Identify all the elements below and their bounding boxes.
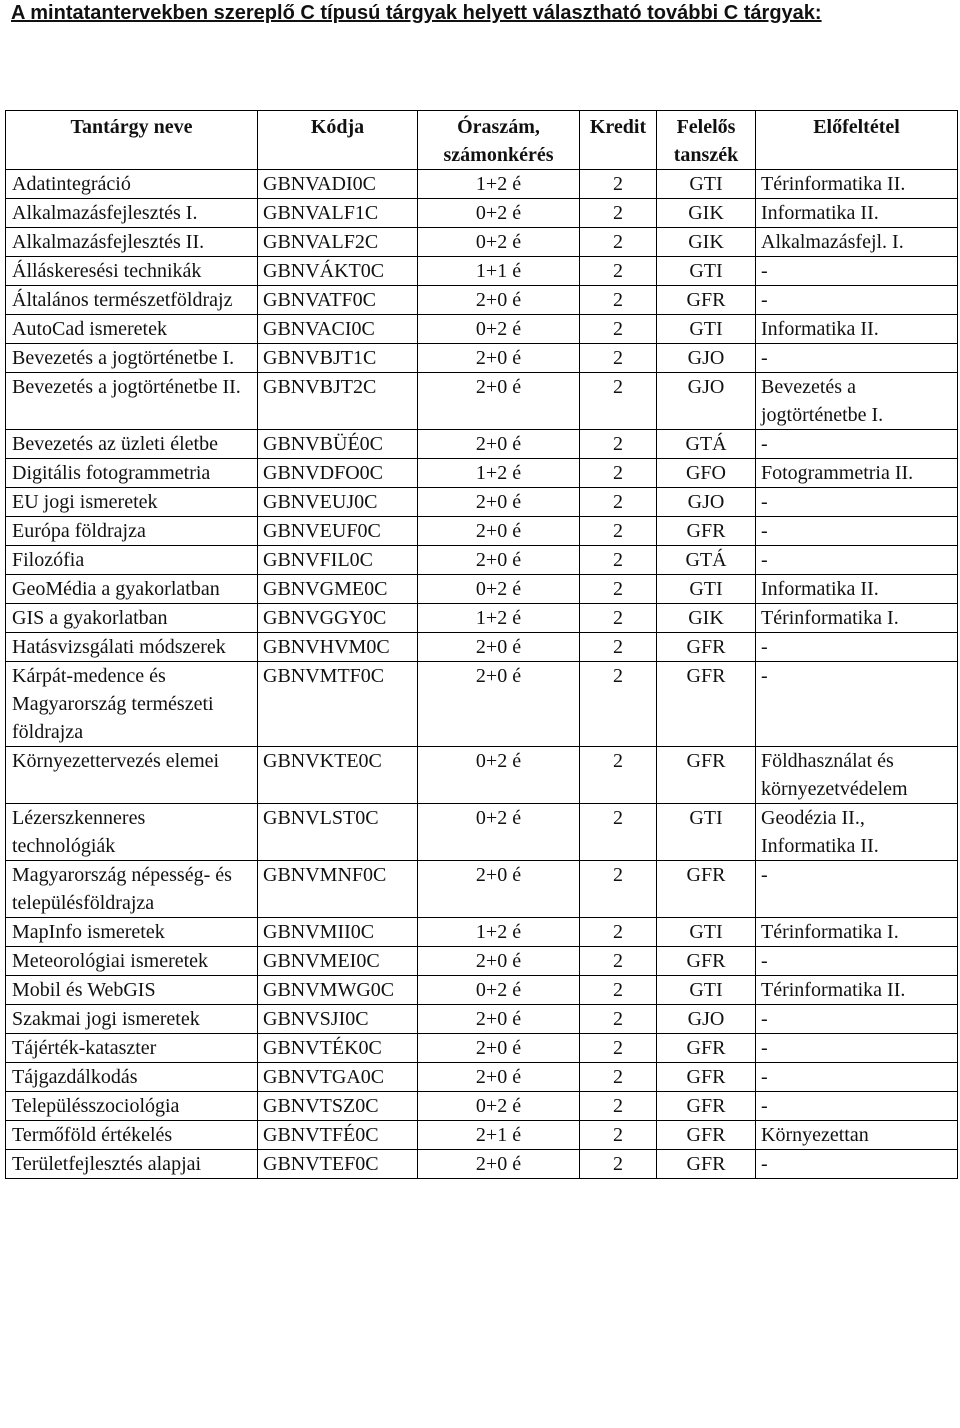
cell-code: GBNVSJI0C	[258, 1005, 418, 1034]
cell-dept: GFR	[657, 633, 756, 662]
header-hours: Óraszám, számonkérés	[418, 111, 580, 170]
cell-name: Településszociológia	[6, 1092, 258, 1121]
cell-code: GBNVÁKT0C	[258, 257, 418, 286]
cell-prereq: Informatika II.	[756, 199, 958, 228]
cell-code: GBNVBJT2C	[258, 373, 418, 430]
cell-dept: GTI	[657, 918, 756, 947]
cell-prereq: -	[756, 662, 958, 747]
cell-name: Bevezetés a jogtörténetbe I.	[6, 344, 258, 373]
cell-hours: 1+1 é	[418, 257, 580, 286]
cell-credit: 2	[580, 286, 657, 315]
cell-dept: GJO	[657, 1005, 756, 1034]
cell-name: Bevezetés az üzleti életbe	[6, 430, 258, 459]
cell-credit: 2	[580, 947, 657, 976]
cell-credit: 2	[580, 604, 657, 633]
cell-dept: GJO	[657, 373, 756, 430]
table-row	[6, 199, 958, 228]
cell-prereq: -	[756, 344, 958, 373]
cell-dept: GIK	[657, 199, 756, 228]
cell-credit: 2	[580, 315, 657, 344]
cell-name: Magyarország népesség- és településföldrajza	[6, 861, 258, 918]
header-name: Tantárgy neve	[6, 111, 258, 170]
cell-name: Európa földrajza	[6, 517, 258, 546]
cell-code: GBNVMEI0C	[258, 947, 418, 976]
cell-name: EU jogi ismeretek	[6, 488, 258, 517]
cell-credit: 2	[580, 257, 657, 286]
cell-dept: GTI	[657, 976, 756, 1005]
cell-prereq: -	[756, 430, 958, 459]
cell-credit: 2	[580, 575, 657, 604]
page-title: A mintatantervekben szereplő C típusú tárgyak helyett választható további C tárgyak:	[11, 2, 822, 24]
cell-dept: GFR	[657, 1121, 756, 1150]
cell-dept: GFR	[657, 1034, 756, 1063]
cell-dept: GTI	[657, 575, 756, 604]
cell-prereq: Térinformatika I.	[756, 918, 958, 947]
cell-hours: 2+0 é	[418, 430, 580, 459]
cell-credit: 2	[580, 373, 657, 430]
cell-hours: 2+0 é	[418, 517, 580, 546]
cell-credit: 2	[580, 344, 657, 373]
cell-code: GBNVMNF0C	[258, 861, 418, 918]
table-row	[6, 546, 958, 575]
cell-credit: 2	[580, 170, 657, 199]
cell-name: Tájérték-kataszter	[6, 1034, 258, 1063]
cell-dept: GFR	[657, 947, 756, 976]
cell-prereq: -	[756, 546, 958, 575]
cell-dept: GTI	[657, 257, 756, 286]
cell-dept: GFR	[657, 662, 756, 747]
cell-name: Szakmai jogi ismeretek	[6, 1005, 258, 1034]
table-row	[6, 747, 958, 804]
cell-hours: 0+2 é	[418, 747, 580, 804]
cell-credit: 2	[580, 804, 657, 861]
cell-hours: 0+2 é	[418, 315, 580, 344]
cell-prereq: -	[756, 1063, 958, 1092]
cell-hours: 0+2 é	[418, 1092, 580, 1121]
cell-code: GBNVGME0C	[258, 575, 418, 604]
cell-name: Területfejlesztés alapjai	[6, 1150, 258, 1179]
cell-dept: GTÁ	[657, 546, 756, 575]
table-row	[6, 1063, 958, 1092]
cell-credit: 2	[580, 918, 657, 947]
table-row	[6, 604, 958, 633]
cell-dept: GFR	[657, 861, 756, 918]
cell-credit: 2	[580, 430, 657, 459]
table-row	[6, 861, 958, 918]
table-row	[6, 1150, 958, 1179]
header-credit: Kredit	[580, 111, 657, 170]
cell-credit: 2	[580, 1092, 657, 1121]
cell-credit: 2	[580, 861, 657, 918]
cell-prereq: Térinformatika I.	[756, 604, 958, 633]
cell-hours: 2+0 é	[418, 1034, 580, 1063]
cell-hours: 0+2 é	[418, 199, 580, 228]
cell-name: Álláskeresési technikák	[6, 257, 258, 286]
cell-dept: GFO	[657, 459, 756, 488]
cell-name: Lézerszkenneres technológiák	[6, 804, 258, 861]
cell-dept: GTI	[657, 170, 756, 199]
cell-prereq: Geodézia II., Informatika II.	[756, 804, 958, 861]
cell-hours: 2+0 é	[418, 861, 580, 918]
cell-name: Adatintegráció	[6, 170, 258, 199]
cell-name: Tájgazdálkodás	[6, 1063, 258, 1092]
table-row	[6, 459, 958, 488]
table-row	[6, 228, 958, 257]
cell-dept: GJO	[657, 344, 756, 373]
table-row	[6, 947, 958, 976]
cell-hours: 2+0 é	[418, 546, 580, 575]
cell-prereq: Informatika II.	[756, 575, 958, 604]
cell-credit: 2	[580, 1150, 657, 1179]
cell-name: Alkalmazásfejlesztés II.	[6, 228, 258, 257]
table-header-row	[6, 111, 958, 170]
cell-hours: 2+0 é	[418, 344, 580, 373]
cell-code: GBNVGGY0C	[258, 604, 418, 633]
cell-credit: 2	[580, 1121, 657, 1150]
cell-prereq: Térinformatika II.	[756, 170, 958, 199]
cell-code: GBNVMII0C	[258, 918, 418, 947]
cell-code: GBNVEUF0C	[258, 517, 418, 546]
cell-prereq: Térinformatika II.	[756, 976, 958, 1005]
cell-name: Bevezetés a jogtörténetbe II.	[6, 373, 258, 430]
table-row	[6, 976, 958, 1005]
header-code: Kódja	[258, 111, 418, 170]
cell-name: GIS a gyakorlatban	[6, 604, 258, 633]
cell-prereq: -	[756, 1092, 958, 1121]
cell-code: GBNVALF1C	[258, 199, 418, 228]
cell-name: Digitális fotogrammetria	[6, 459, 258, 488]
cell-code: GBNVTÉK0C	[258, 1034, 418, 1063]
cell-credit: 2	[580, 546, 657, 575]
cell-hours: 2+0 é	[418, 1005, 580, 1034]
cell-code: GBNVTFÉ0C	[258, 1121, 418, 1150]
cell-dept: GFR	[657, 1092, 756, 1121]
cell-code: GBNVBJT1C	[258, 344, 418, 373]
cell-dept: GFR	[657, 286, 756, 315]
table-row	[6, 662, 958, 747]
cell-credit: 2	[580, 976, 657, 1005]
cell-code: GBNVMWG0C	[258, 976, 418, 1005]
table-row	[6, 575, 958, 604]
courses-table	[5, 110, 958, 1179]
cell-prereq: -	[756, 1150, 958, 1179]
cell-prereq: -	[756, 1034, 958, 1063]
cell-dept: GFR	[657, 747, 756, 804]
cell-hours: 2+0 é	[418, 373, 580, 430]
cell-code: GBNVMTF0C	[258, 662, 418, 747]
cell-hours: 1+2 é	[418, 918, 580, 947]
table-row	[6, 488, 958, 517]
cell-name: Környezettervezés elemei	[6, 747, 258, 804]
cell-credit: 2	[580, 488, 657, 517]
table-row	[6, 1092, 958, 1121]
cell-hours: 2+0 é	[418, 1063, 580, 1092]
cell-prereq: -	[756, 517, 958, 546]
cell-hours: 1+2 é	[418, 170, 580, 199]
cell-dept: GTI	[657, 804, 756, 861]
cell-credit: 2	[580, 633, 657, 662]
cell-dept: GIK	[657, 228, 756, 257]
table-row	[6, 315, 958, 344]
cell-prereq: -	[756, 947, 958, 976]
cell-code: GBNVATF0C	[258, 286, 418, 315]
cell-hours: 2+0 é	[418, 1150, 580, 1179]
cell-hours: 1+2 é	[418, 459, 580, 488]
cell-hours: 2+0 é	[418, 488, 580, 517]
cell-code: GBNVEUJ0C	[258, 488, 418, 517]
cell-dept: GFR	[657, 1063, 756, 1092]
cell-code: GBNVKTE0C	[258, 747, 418, 804]
table-row	[6, 257, 958, 286]
cell-code: GBNVALF2C	[258, 228, 418, 257]
cell-dept: GFR	[657, 1150, 756, 1179]
header-dept: Felelős tanszék	[657, 111, 756, 170]
cell-hours: 2+0 é	[418, 947, 580, 976]
cell-hours: 1+2 é	[418, 604, 580, 633]
cell-name: Általános természetföldrajz	[6, 286, 258, 315]
cell-code: GBNVADI0C	[258, 170, 418, 199]
cell-hours: 0+2 é	[418, 804, 580, 861]
cell-credit: 2	[580, 1034, 657, 1063]
cell-dept: GTÁ	[657, 430, 756, 459]
cell-credit: 2	[580, 459, 657, 488]
table-row	[6, 918, 958, 947]
cell-code: GBNVACI0C	[258, 315, 418, 344]
cell-name: GeoMédia a gyakorlatban	[6, 575, 258, 604]
cell-code: GBNVFIL0C	[258, 546, 418, 575]
cell-hours: 0+2 é	[418, 575, 580, 604]
cell-hours: 2+0 é	[418, 662, 580, 747]
cell-dept: GTI	[657, 315, 756, 344]
cell-prereq: -	[756, 633, 958, 662]
cell-prereq: -	[756, 257, 958, 286]
cell-prereq: -	[756, 861, 958, 918]
cell-name: Termőföld értékelés	[6, 1121, 258, 1150]
table-row	[6, 373, 958, 430]
cell-prereq: Alkalmazásfejl. I.	[756, 228, 958, 257]
cell-hours: 0+2 é	[418, 976, 580, 1005]
table-row	[6, 1005, 958, 1034]
cell-credit: 2	[580, 517, 657, 546]
cell-prereq: -	[756, 286, 958, 315]
header-prereq: Előfeltétel	[756, 111, 958, 170]
table-row	[6, 344, 958, 373]
cell-name: Kárpát-medence és Magyarország természeti földrajza	[6, 662, 258, 747]
table-row	[6, 286, 958, 315]
cell-prereq: Környezettan	[756, 1121, 958, 1150]
cell-code: GBNVTEF0C	[258, 1150, 418, 1179]
cell-dept: GFR	[657, 517, 756, 546]
cell-hours: 2+0 é	[418, 286, 580, 315]
cell-dept: GIK	[657, 604, 756, 633]
cell-dept: GJO	[657, 488, 756, 517]
cell-code: GBNVBÜÉ0C	[258, 430, 418, 459]
cell-hours: 0+2 é	[418, 228, 580, 257]
cell-code: GBNVHVM0C	[258, 633, 418, 662]
cell-name: Hatásvizsgálati módszerek	[6, 633, 258, 662]
cell-name: MapInfo ismeretek	[6, 918, 258, 947]
cell-prereq: Fotogrammetria II.	[756, 459, 958, 488]
table-row	[6, 170, 958, 199]
cell-code: GBNVLST0C	[258, 804, 418, 861]
cell-credit: 2	[580, 1005, 657, 1034]
table-row	[6, 430, 958, 459]
cell-credit: 2	[580, 228, 657, 257]
cell-prereq: Informatika II.	[756, 315, 958, 344]
table-row	[6, 1121, 958, 1150]
table-row	[6, 517, 958, 546]
cell-name: Mobil és WebGIS	[6, 976, 258, 1005]
cell-code: GBNVDFO0C	[258, 459, 418, 488]
cell-prereq: -	[756, 488, 958, 517]
cell-prereq: -	[756, 1005, 958, 1034]
cell-name: Alkalmazásfejlesztés I.	[6, 199, 258, 228]
cell-credit: 2	[580, 1063, 657, 1092]
cell-name: Filozófia	[6, 546, 258, 575]
cell-hours: 2+0 é	[418, 633, 580, 662]
cell-credit: 2	[580, 662, 657, 747]
cell-credit: 2	[580, 747, 657, 804]
cell-credit: 2	[580, 199, 657, 228]
table-row	[6, 1034, 958, 1063]
cell-code: GBNVTGA0C	[258, 1063, 418, 1092]
cell-code: GBNVTSZ0C	[258, 1092, 418, 1121]
cell-prereq: Földhasználat és környezetvédelem	[756, 747, 958, 804]
table-row	[6, 633, 958, 662]
cell-hours: 2+1 é	[418, 1121, 580, 1150]
cell-name: AutoCad ismeretek	[6, 315, 258, 344]
table-row	[6, 804, 958, 861]
cell-prereq: Bevezetés a jogtörténetbe I.	[756, 373, 958, 430]
cell-name: Meteorológiai ismeretek	[6, 947, 258, 976]
